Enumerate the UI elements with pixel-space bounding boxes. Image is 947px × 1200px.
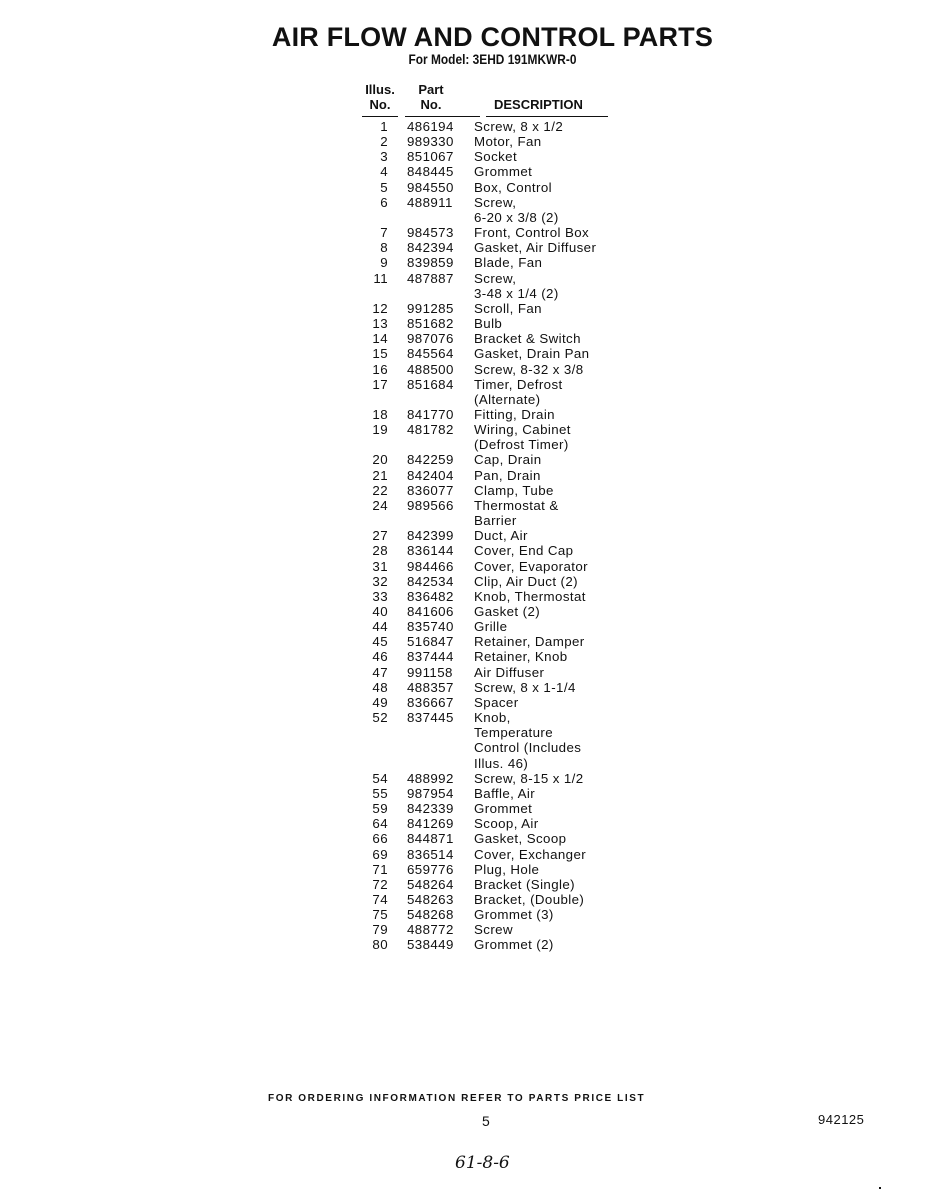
- part-description: Screw, 8 x 1-1/4: [474, 679, 576, 695]
- part-number: 548263: [407, 891, 454, 907]
- illus-number: 17: [372, 376, 388, 392]
- illus-number: 7: [380, 225, 388, 241]
- table-row: [355, 468, 625, 483]
- part-number: 842259: [407, 452, 454, 468]
- illus-number: 71: [372, 861, 388, 877]
- part-header-top: Part: [418, 82, 444, 97]
- part-description: 3-48 x 1/4 (2): [474, 285, 559, 301]
- illus-header-bottom: No.: [369, 97, 391, 112]
- part-description: (Alternate): [474, 391, 541, 407]
- handwritten-note: 61-8-6: [455, 1153, 510, 1173]
- part-description: Screw, 8-15 x 1/2: [474, 770, 584, 786]
- part-number: 987076: [407, 331, 454, 347]
- illus-number: 40: [372, 604, 388, 619]
- part-number: 836482: [407, 588, 454, 604]
- table-row: [355, 498, 625, 513]
- part-description: Screw, 8 x 1/2: [474, 119, 564, 134]
- part-number: 842339: [407, 801, 454, 817]
- part-number: 488911: [407, 194, 453, 210]
- illus-number: [355, 392, 388, 407]
- table-row: [355, 180, 625, 195]
- part-number: 836514: [407, 846, 454, 862]
- part-description: Plug, Hole: [474, 861, 540, 877]
- part-number: 488500: [407, 361, 454, 377]
- part-description: 6-20 x 3/8 (2): [474, 209, 559, 225]
- illus-no-header: [360, 82, 400, 112]
- part-number: 481782: [407, 422, 454, 438]
- part-number: 837445: [407, 710, 454, 726]
- illus-number: 13: [372, 316, 388, 332]
- illus-number: 46: [372, 649, 388, 665]
- part-description: Bulb: [474, 316, 503, 332]
- illus-number: 3: [380, 149, 388, 165]
- illus-number: 75: [372, 907, 388, 923]
- part-number: 989566: [407, 497, 454, 513]
- part-description: Duct, Air: [474, 528, 528, 544]
- part-description: Bracket, (Double): [474, 891, 585, 907]
- part-number: [388, 756, 474, 771]
- part-description: Clip, Air Duct (2): [474, 573, 578, 589]
- table-row: [355, 149, 625, 164]
- table-row: [355, 877, 625, 892]
- part-description: Knob,: [474, 710, 511, 726]
- part-number: 991158: [407, 664, 453, 680]
- table-row: [355, 801, 625, 816]
- page-number: 5: [482, 1113, 490, 1129]
- part-description: Scroll, Fan: [474, 300, 542, 316]
- description-header: DESCRIPTION: [494, 97, 583, 112]
- part-number: 835740: [407, 619, 454, 635]
- parts-table: [355, 119, 625, 953]
- table-row: [355, 574, 625, 589]
- part-description: Air Diffuser: [474, 664, 545, 680]
- part-number: 851682: [407, 316, 454, 332]
- table-row: [355, 119, 625, 134]
- part-description: Grille: [474, 619, 508, 635]
- part-number: 488772: [407, 922, 454, 938]
- illus-number: 64: [372, 816, 388, 832]
- illus-number: 2: [380, 134, 388, 150]
- illus-number: 80: [372, 937, 388, 953]
- part-number: 538449: [407, 937, 454, 953]
- part-number: 841606: [407, 604, 454, 619]
- illus-number: 72: [372, 876, 388, 892]
- part-description: Spacer: [474, 694, 519, 710]
- part-description: Cover, End Cap: [474, 543, 574, 559]
- table-row-continuation: [355, 513, 625, 528]
- part-number: 989330: [407, 134, 454, 150]
- table-row: [355, 316, 625, 331]
- part-number: 984573: [407, 225, 454, 241]
- part-number: 984550: [407, 179, 454, 195]
- part-number: 844871: [407, 831, 454, 847]
- table-row-continuation: [355, 210, 625, 225]
- illus-number: 54: [372, 770, 388, 786]
- header-rule: [405, 116, 480, 117]
- table-row: [355, 407, 625, 422]
- part-number: 548268: [407, 907, 454, 923]
- part-description: Cap, Drain: [474, 452, 542, 468]
- table-row: [355, 377, 625, 392]
- table-row-continuation: [355, 725, 625, 740]
- table-row: [355, 301, 625, 316]
- part-description: Timer, Defrost: [474, 376, 563, 392]
- part-description: Screw,: [474, 194, 517, 210]
- illus-number: [355, 210, 388, 225]
- part-description: Gasket, Scoop: [474, 831, 567, 847]
- table-row: [355, 528, 625, 543]
- illus-number: [355, 740, 388, 755]
- illus-number: 33: [372, 588, 388, 604]
- part-number: 848445: [407, 164, 454, 180]
- part-description: Grommet: [474, 801, 533, 817]
- part-description: Front, Control Box: [474, 225, 590, 241]
- part-number: 836144: [407, 543, 454, 559]
- illus-number: 4: [380, 164, 388, 180]
- model-subtitle: For Model: 3EHD 191MKWR-0: [408, 51, 577, 67]
- illus-number: [355, 286, 388, 301]
- part-description: Screw: [474, 922, 513, 938]
- table-row: [355, 710, 625, 725]
- part-number: 659776: [407, 861, 454, 877]
- table-row-continuation: [355, 756, 625, 771]
- part-description: Cover, Evaporator: [474, 558, 588, 574]
- part-description: Retainer, Damper: [474, 634, 585, 650]
- part-description: Retainer, Knob: [474, 649, 568, 665]
- part-description: Grommet (2): [474, 937, 554, 953]
- illus-number: 32: [372, 573, 388, 589]
- table-row: [355, 937, 625, 952]
- illus-number: 47: [372, 664, 388, 680]
- part-header-bottom: No.: [420, 97, 442, 112]
- part-description: Box, Control: [474, 179, 552, 195]
- illus-number: 6: [380, 194, 388, 210]
- part-description: Gasket (2): [474, 604, 541, 619]
- illus-number: 19: [372, 422, 388, 438]
- table-row: [355, 543, 625, 558]
- page-title: AIR FLOW AND CONTROL PARTS: [271, 22, 714, 52]
- table-row: [355, 892, 625, 907]
- part-description: Grommet (3): [474, 907, 554, 923]
- part-number: 851684: [407, 376, 454, 392]
- document-number: 942125: [818, 1112, 865, 1127]
- table-row: [355, 695, 625, 710]
- part-no-header: [410, 82, 452, 112]
- illus-number: 21: [372, 467, 388, 483]
- illus-number: 5: [380, 179, 388, 195]
- part-description: Gasket, Air Diffuser: [474, 240, 597, 256]
- part-description: Blade, Fan: [474, 255, 543, 271]
- table-row: [355, 680, 625, 695]
- table-row: [355, 847, 625, 862]
- table-row: [355, 452, 625, 467]
- part-number: 842534: [407, 573, 454, 589]
- illus-number: 69: [372, 846, 388, 862]
- part-number: [388, 286, 474, 301]
- part-description: Fitting, Drain: [474, 406, 555, 422]
- table-row: [355, 134, 625, 149]
- illus-number: 11: [373, 270, 388, 286]
- table-row: [355, 862, 625, 877]
- part-description: Illus. 46): [474, 755, 529, 771]
- illus-number: 8: [380, 240, 388, 256]
- part-description: Bracket & Switch: [474, 331, 581, 347]
- table-row-continuation: [355, 286, 625, 301]
- illus-number: 49: [372, 694, 388, 710]
- illus-number: 16: [372, 361, 388, 377]
- illus-number: [355, 756, 388, 771]
- table-row: [355, 331, 625, 346]
- illus-number: 59: [372, 801, 388, 817]
- part-description: Screw, 8-32 x 3/8: [474, 361, 584, 377]
- part-description: Grommet: [474, 164, 533, 180]
- part-description: Barrier: [474, 513, 517, 529]
- part-number: 987954: [407, 785, 454, 801]
- illus-number: 14: [372, 331, 388, 347]
- part-number: [388, 392, 474, 407]
- table-row: [355, 665, 625, 680]
- illus-number: 24: [372, 497, 388, 513]
- part-description: Scoop, Air: [474, 816, 539, 832]
- part-description: Bracket (Single): [474, 876, 575, 892]
- part-number: 488992: [407, 770, 454, 786]
- illus-number: 12: [372, 300, 388, 316]
- illus-number: 31: [372, 558, 388, 574]
- part-description: Motor, Fan: [474, 134, 542, 150]
- illus-number: 74: [372, 891, 388, 907]
- part-number: 851067: [407, 149, 454, 165]
- table-row: [355, 922, 625, 937]
- part-number: 487887: [407, 270, 454, 286]
- illus-number: 44: [372, 619, 388, 635]
- illus-number: 15: [372, 346, 388, 362]
- part-number: 548264: [407, 876, 454, 892]
- part-description: Cover, Exchanger: [474, 846, 587, 862]
- illus-number: 48: [372, 679, 388, 695]
- part-number: [388, 740, 474, 755]
- table-row: [355, 771, 625, 786]
- table-row: [355, 559, 625, 574]
- part-number: 984466: [407, 558, 454, 574]
- illus-number: 18: [372, 406, 388, 422]
- table-row: [355, 483, 625, 498]
- table-row: [355, 786, 625, 801]
- illus-number: 45: [372, 634, 388, 650]
- part-description: (Defrost Timer): [474, 437, 569, 453]
- part-number: 842404: [407, 467, 454, 483]
- part-number: 486194: [407, 119, 454, 134]
- part-number: 845564: [407, 346, 454, 362]
- illus-number: 52: [372, 710, 388, 726]
- table-row: [355, 240, 625, 255]
- part-number: 842399: [407, 528, 454, 544]
- illus-number: 28: [372, 543, 388, 559]
- table-row-continuation: [355, 740, 625, 755]
- part-number: 488357: [407, 679, 454, 695]
- table-row: [355, 271, 625, 286]
- table-row: [355, 589, 625, 604]
- part-number: [388, 725, 474, 740]
- part-description: Baffle, Air: [474, 785, 536, 801]
- table-row: [355, 346, 625, 361]
- part-description: Wiring, Cabinet: [474, 422, 571, 438]
- part-number: 836667: [407, 694, 454, 710]
- part-description: Gasket, Drain Pan: [474, 346, 590, 362]
- illus-header-top: Illus.: [365, 82, 395, 97]
- part-description: Clamp, Tube: [474, 482, 554, 498]
- part-number: 842394: [407, 240, 454, 256]
- header-rule: [362, 116, 398, 117]
- table-row: [355, 831, 625, 846]
- part-description: Thermostat &: [474, 497, 559, 513]
- illus-number: 79: [372, 922, 388, 938]
- table-row-continuation: [355, 392, 625, 407]
- table-row: [355, 225, 625, 240]
- illus-number: [355, 437, 388, 452]
- part-number: 991285: [407, 300, 454, 316]
- table-row: [355, 255, 625, 270]
- illus-number: 27: [372, 528, 388, 544]
- ordering-footer: FOR ORDERING INFORMATION REFER TO PARTS PRICE LIST: [268, 1093, 646, 1104]
- table-row: [355, 649, 625, 664]
- illus-number: 66: [372, 831, 388, 847]
- illus-number: [355, 725, 388, 740]
- illus-number: 20: [372, 452, 388, 468]
- part-number: 841770: [407, 406, 454, 422]
- table-row: [355, 362, 625, 377]
- table-row: [355, 195, 625, 210]
- illus-number: 9: [380, 255, 388, 271]
- table-row: [355, 907, 625, 922]
- part-description: Socket: [474, 149, 518, 165]
- part-number: [388, 513, 474, 528]
- speck: [879, 1187, 881, 1189]
- table-row: [355, 619, 625, 634]
- illus-number: 55: [372, 785, 388, 801]
- table-row: [355, 164, 625, 179]
- part-number: 839859: [407, 255, 454, 271]
- illus-number: 22: [372, 482, 388, 498]
- table-row: [355, 604, 625, 619]
- part-description: Pan, Drain: [474, 467, 541, 483]
- part-number: [388, 437, 474, 452]
- table-row: [355, 422, 625, 437]
- illus-number: [355, 513, 388, 528]
- table-row: [355, 816, 625, 831]
- part-number: 516847: [407, 634, 454, 650]
- part-description: Screw,: [474, 270, 517, 286]
- table-row-continuation: [355, 437, 625, 452]
- part-number: 837444: [407, 649, 454, 665]
- part-number: [388, 210, 474, 225]
- header-rule: [486, 116, 608, 117]
- part-number: 841269: [407, 816, 454, 832]
- part-description: Control (Includes: [474, 740, 582, 756]
- part-description: Temperature: [474, 725, 554, 741]
- part-number: 836077: [407, 482, 454, 498]
- illus-number: 1: [380, 119, 388, 134]
- table-row: [355, 634, 625, 649]
- part-description: Knob, Thermostat: [474, 588, 586, 604]
